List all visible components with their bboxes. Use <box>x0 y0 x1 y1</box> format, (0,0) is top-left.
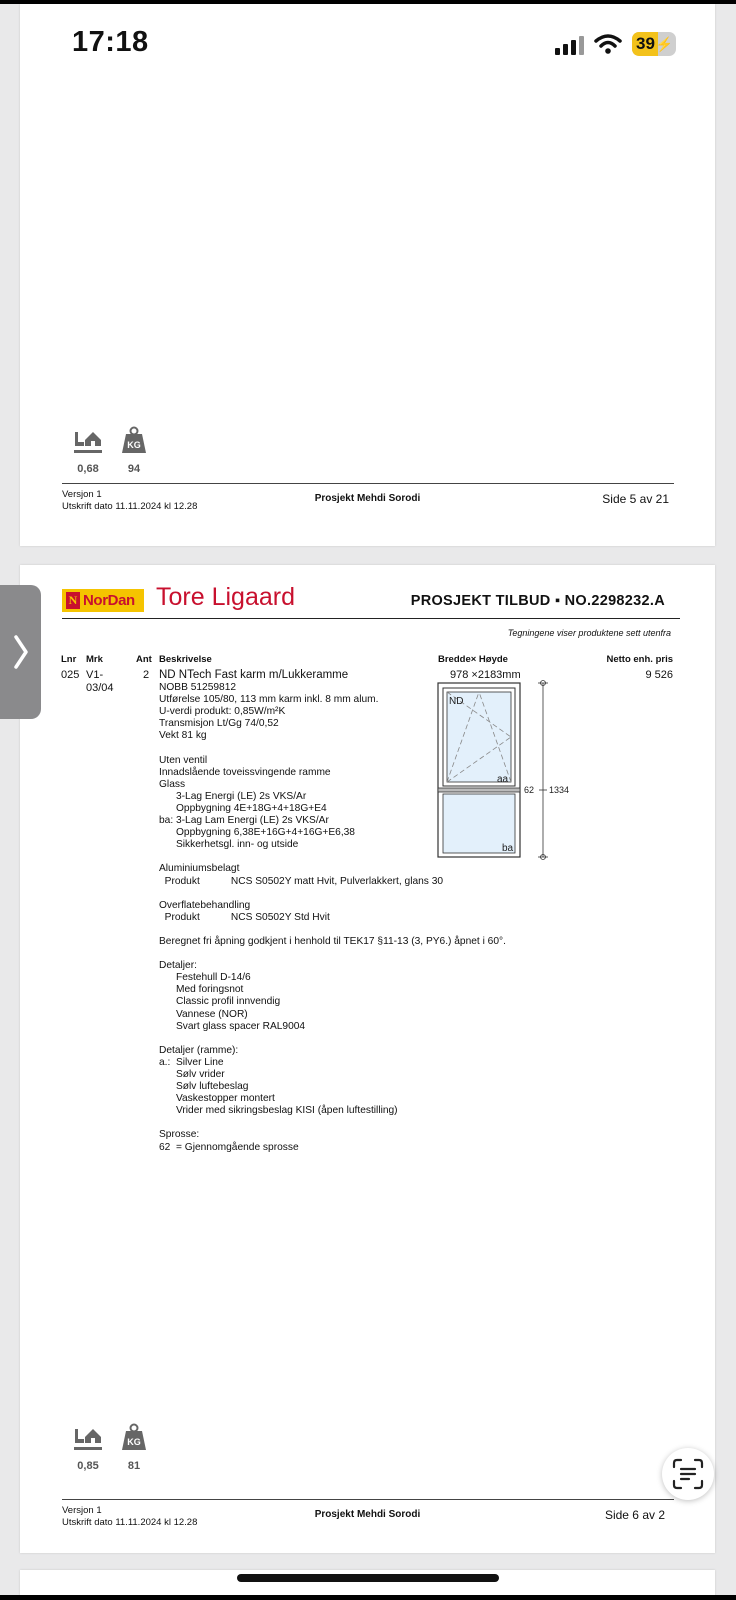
description-line <box>159 924 506 936</box>
description-line: Vrider med sikringsbeslag KISI (åpen luftestilling) <box>159 1105 398 1117</box>
description-line <box>159 948 506 960</box>
description-line: Svart glass spacer RAL9004 <box>159 1020 306 1032</box>
description-line: Produkt NCS S0502Y Std Hvit <box>159 911 330 923</box>
house-energy-icon <box>73 1425 103 1451</box>
footer-divider <box>62 483 674 484</box>
company-name: Tore Ligaard <box>156 583 295 611</box>
footer-project: Prosjekt Mehdi Sorodi <box>314 1509 421 1520</box>
footer-project: Prosjekt Mehdi Sorodi <box>314 493 421 504</box>
description-line: Beregnet fri åpning godkjent i henhold til TEK17 §11-13 (3, PY6.) åpnet i 60°. <box>159 935 506 947</box>
print-date: Utskrift dato 11.11.2024 kl 12.28 <box>62 1517 198 1528</box>
chevron-right-icon <box>13 634 29 670</box>
description-line: Overflatebehandling <box>159 899 251 911</box>
description-line: 62 = Gjennomgående sprosse <box>159 1141 299 1153</box>
page-number: Side 6 av 2 <box>604 1508 665 1522</box>
kg-weight-icon <box>121 1423 147 1451</box>
u-value: 0,85 <box>77 1460 99 1472</box>
description-line: Transmisjon Lt/Gg 74/0,52 <box>159 718 279 730</box>
weight-stat <box>114 1423 154 1472</box>
description-line: Glass <box>159 778 186 790</box>
description-line: a.: Silver Line <box>159 1056 224 1068</box>
item-lnr: 025 <box>61 669 80 681</box>
nordan-logo-mark: N <box>66 592 80 609</box>
description-line: Festehull D-14/6 <box>159 972 251 984</box>
drawing-label-nd: ND <box>449 696 464 707</box>
drawing-label-ba: ba <box>502 843 514 854</box>
cellular-signal-icon <box>555 33 584 55</box>
u-value: 0,68 <box>77 463 99 475</box>
home-indicator[interactable] <box>237 1574 499 1582</box>
nordan-logo <box>62 589 144 612</box>
col-lnr: Lnr <box>61 654 77 665</box>
battery-icon <box>632 32 676 56</box>
kg-weight-icon <box>121 426 147 454</box>
document-title: PROSJEKT TILBUD ▪ NO.2298232.A <box>410 593 665 609</box>
drawing-note: Tegningene viser produktene sett utenfra <box>507 628 671 638</box>
bottom-edge <box>0 1595 736 1600</box>
text-scan-icon <box>672 1458 704 1490</box>
page-number: Side 5 av 21 <box>602 492 669 506</box>
status-time: 17:18 <box>72 26 149 58</box>
description-line: Sølv luftebeslag <box>159 1081 249 1093</box>
drawing-label-aa: aa <box>497 774 509 785</box>
svg-text:KG: KG <box>127 440 141 450</box>
svg-text:KG: KG <box>127 1437 141 1447</box>
description-line: Innadslående toveissvingende ramme <box>159 766 331 778</box>
house-energy-icon <box>73 428 103 454</box>
weight-stat <box>114 426 154 475</box>
item-quantity: 2 <box>143 669 150 681</box>
description-line: Oppbygning 4E+18G+4+18G+E4 <box>159 802 327 814</box>
description-line: Sølv vrider <box>159 1069 225 1080</box>
item-title: ND NTech Fast karm m/Lukkeramme <box>159 669 349 681</box>
live-text-scan-button[interactable] <box>662 1448 714 1500</box>
item-size: 978 ×2183mm <box>450 669 521 681</box>
item-mrk-line1: V1- <box>86 669 104 681</box>
weight-value: 81 <box>127 1460 141 1472</box>
description-line: Oppbygning 6,38E+16G+4+16G+E6,38 <box>159 827 355 839</box>
col-ant: Ant <box>136 654 152 665</box>
footer-divider <box>62 1499 674 1500</box>
brand-name: NorDan <box>83 592 135 609</box>
document-page-5 <box>20 4 715 546</box>
description-line: Vannese (NOR) <box>159 1008 248 1020</box>
description-line: Aluminiumsbelagt <box>159 863 240 875</box>
description-line: NOBB 51259812 <box>159 682 237 693</box>
side-panel-tab[interactable] <box>0 585 41 719</box>
item-mrk <box>86 669 114 695</box>
header-divider <box>62 618 680 619</box>
wifi-icon <box>594 34 622 54</box>
description-line <box>159 1117 506 1129</box>
col-mrk: Mrk <box>86 654 103 665</box>
description-line: Uten ventil <box>159 754 208 766</box>
description-line <box>159 888 506 900</box>
window-drawing <box>436 680 586 860</box>
description-line: Classic profil innvendig <box>159 996 281 1008</box>
description-line: Produkt NCS S0502Y matt Hvit, Pulverlakkert, glans 30 <box>159 875 444 887</box>
print-date: Utskrift dato 11.11.2024 kl 12.28 <box>62 501 198 512</box>
dimension-1334: 1334 <box>549 785 570 795</box>
charging-bolt-icon: ⚡ <box>655 35 674 52</box>
battery-level: 39 <box>636 34 655 53</box>
description-line: Sprosse: <box>159 1129 200 1141</box>
description-line <box>159 1033 506 1045</box>
description-line: U-verdi produkt: 0,85W/m²K <box>159 706 286 718</box>
description-line: 3-Lag Energi (LE) 2s VKS/Ar <box>159 790 307 802</box>
item-mrk-line2: 03/04 <box>86 682 114 694</box>
description-line: Sikkerhetsgl. inn- og utside <box>159 839 299 851</box>
version-label: Versjon 1 <box>62 1505 102 1516</box>
document-page-6 <box>20 565 715 1553</box>
description-line: Vekt 81 kg <box>159 730 207 742</box>
col-description: Beskrivelse <box>159 654 212 665</box>
dimension-62: 62 <box>524 785 535 795</box>
col-size: Bredde× Høyde <box>438 654 508 665</box>
description-line: Detaljer (ramme): <box>159 1044 239 1056</box>
version-label: Versjon 1 <box>62 489 102 500</box>
description-line: Detaljer: <box>159 960 197 972</box>
weight-value: 94 <box>127 463 141 475</box>
description-line: Vaskestopper montert <box>159 1093 275 1105</box>
description-line: ba: 3-Lag Lam Energi (LE) 2s VKS/Ar <box>159 815 329 827</box>
col-price: Netto enh. pris <box>606 654 673 665</box>
description-line: Utførelse 105/80, 113 mm karm inkl. 8 mm alum. <box>159 694 379 706</box>
description-line: Med foringsnot <box>159 984 244 996</box>
u-value-stat <box>68 428 108 475</box>
status-icons <box>555 32 676 56</box>
item-price: 9 526 <box>645 669 673 681</box>
u-value-stat <box>68 1425 108 1472</box>
